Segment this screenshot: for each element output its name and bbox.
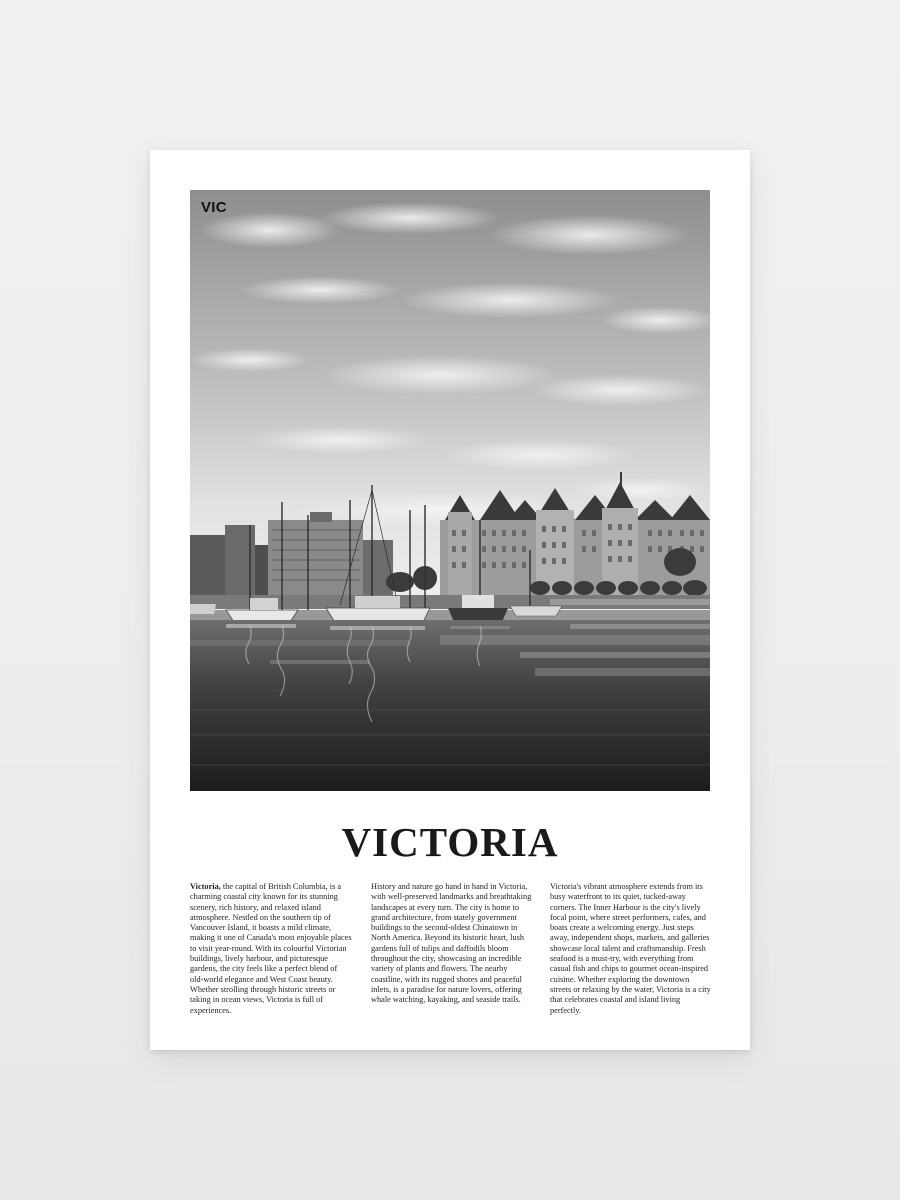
poster-title: VICTORIA: [341, 819, 559, 865]
description-column-3: Victoria's vibrant atmosphere extends from its busy waterfront to its quiet, tucked-away corners. The Inner Harbour is the city's lively focal point, where street performers, cafes, and boats create a welcoming energy. Just steps away, independent shops, markets, and galleries showcase local talent and craftsmanship. Fresh seafood is a must-try, with everything from casual fish and chips to gourmet ocean-inspired cuisine. Whether exploring the downtown streets or relaxing by the water, Victoria is a city that celebrates coastal and island living perfectly.: [550, 882, 711, 1015]
column-1-text: the capital of British Columbia, is a charming coastal city known for its stunning scenery, rich history, and relaxed island atmosphere. Nestled on the southern tip of Vancouver Island, it boasts a mild climate, making it one of Canada's most enjoyable places to visit year-round. With its colourful Victorian buildings, lively harbour, and picturesque gardens, the city feels like a perfect blend of old-world elegance and West Coast beauty. Whether strolling through historic streets or taking in ocean views, Victoria is full of experiences.: [190, 882, 352, 1015]
column-1-lead: Victoria,: [190, 882, 221, 891]
city-code-label: VIC: [201, 199, 227, 216]
description-column-2: History and nature go hand in hand in Victoria, with well-preserved landmarks and breathtaking landscapes at every turn. The city is home to grand architecture, from stately government buildings to the second-oldest Chinatown in North America. Beyond its historic heart, lush gardens full of tulips and daffodils bloom throughout the city, showcasing an incredible variety of plants and flowers. The nearby coastline, with its rugged shores and peaceful inlets, is a paradise for nature lovers, offering whale watching, kayaking, and seaside trails.: [371, 882, 532, 1005]
harbour-photo-illustration: [190, 190, 710, 791]
harbour-photo: [190, 190, 710, 791]
description-columns: [190, 882, 710, 1022]
poster: [150, 150, 750, 1050]
description-column-1: [190, 882, 352, 1016]
